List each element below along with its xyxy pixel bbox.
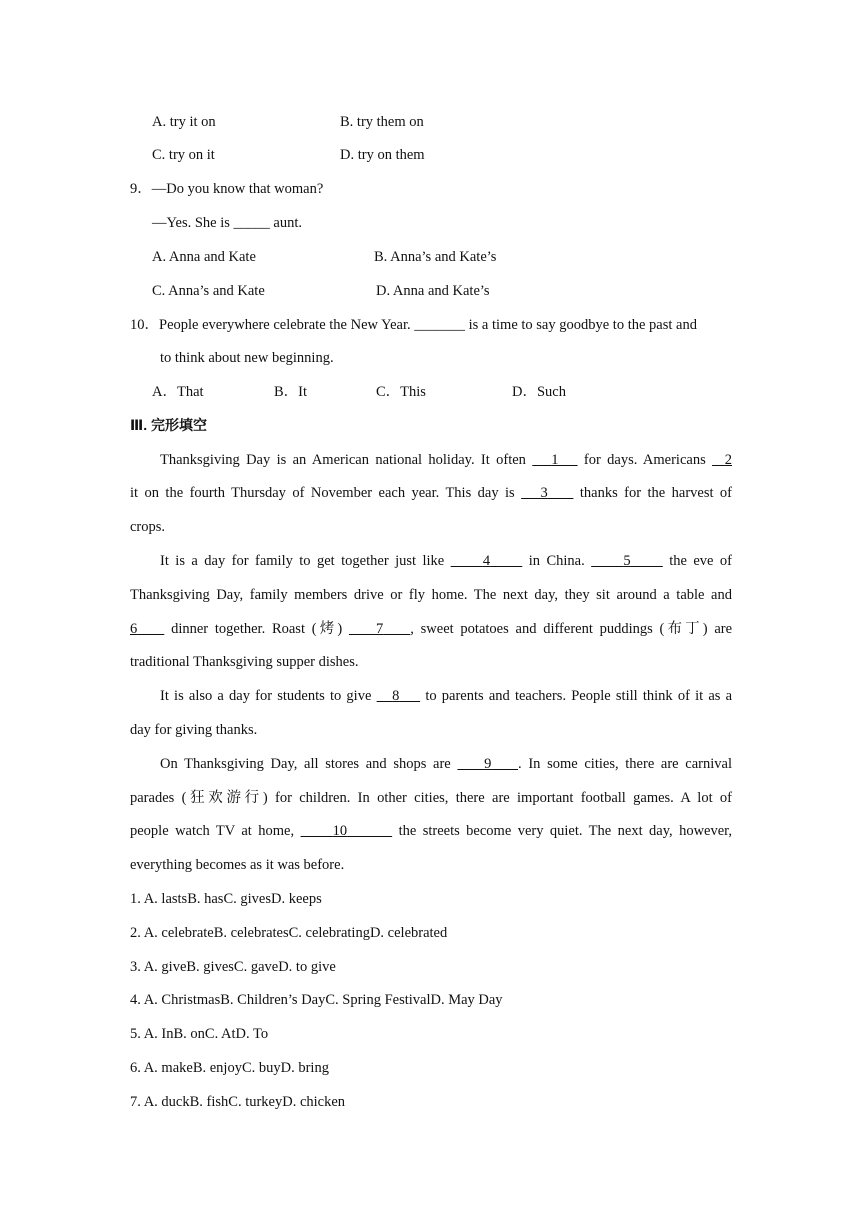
blank-1 xyxy=(532,452,577,468)
q9-option-b: B. Anna’s and Kate’s xyxy=(374,249,497,265)
answer-option-line: 5. A. InB. onC. AtD. To xyxy=(130,1026,269,1042)
passage-text: Thanksgiving Day is an American national holiday. It often xyxy=(160,452,526,468)
q8-option-a: A. try it on xyxy=(152,114,216,130)
q10-option-b: B．It xyxy=(274,384,308,400)
blank-number: 4 xyxy=(482,553,491,569)
passage-text: the eve of xyxy=(669,553,733,569)
blank-4 xyxy=(451,553,523,569)
passage-line: traditional Thanksgiving supper dishes. xyxy=(130,654,359,670)
passage-line: day for giving thanks. xyxy=(130,722,258,738)
passage-line xyxy=(130,619,732,639)
blank-number: 9 xyxy=(484,756,492,772)
q10-question-line1: 10．People everywhere celebrate the New Year. _______ is a time to say goodbye to the past and xyxy=(130,317,697,333)
q9-option-a: A. Anna and Kate xyxy=(152,249,256,265)
section-title-cloze: Ⅲ. 完形填空 xyxy=(130,417,208,433)
answer-option-line: 3. A. giveB. givesC. gaveD. to give xyxy=(130,959,336,975)
passage-text: . In some cities, there are carnival xyxy=(518,756,732,772)
q9-option-d: D. Anna and Kate’s xyxy=(376,283,490,299)
q8-option-b: B. try them on xyxy=(340,114,424,130)
passage-text: dinner together. Roast (烤) xyxy=(171,621,343,637)
passage-line: everything becomes as it was before. xyxy=(130,857,345,873)
passage-text: the streets become very quiet. The next day, however, xyxy=(398,823,733,839)
blank-number: 5 xyxy=(623,553,631,569)
answer-option-line: 7. A. duckB. fishC. turkeyD. chicken xyxy=(130,1094,346,1110)
passage-line: crops. xyxy=(130,519,166,535)
answer-option-line: 2. A. celebrateB. celebratesC. celebratingD. celebrated xyxy=(130,925,448,941)
blank-number: 3 xyxy=(540,485,548,501)
answer-option-line: 6. A. makeB. enjoyC. buyD. bring xyxy=(130,1060,329,1076)
passage-text: in China. xyxy=(528,553,585,569)
passage-line: Thanksgiving Day, family members drive or fly home. The next day, they sit around a table and xyxy=(130,587,732,603)
blank-number: 2 xyxy=(724,452,732,468)
passage-text: It is a day for family to get together just like xyxy=(160,553,445,569)
passage-text: thanks for the harvest of xyxy=(579,485,733,501)
passage-text: for days. Americans xyxy=(583,452,706,468)
q10-question-line2: to think about new beginning. xyxy=(160,350,334,366)
passage-line xyxy=(130,821,732,841)
passage-line xyxy=(160,754,732,774)
blank-6 xyxy=(130,621,164,637)
q9-reply: —Yes. She is _____ aunt. xyxy=(152,215,302,231)
blank-2 xyxy=(712,452,732,468)
passage-line xyxy=(160,686,732,706)
passage-text: to parents and teachers. People still think of it as a xyxy=(425,688,733,704)
passage-line xyxy=(160,450,732,470)
blank-8 xyxy=(377,688,421,704)
q9-option-c: C. Anna’s and Kate xyxy=(152,283,265,299)
answer-option-line: 4. A. ChristmasB. Children’s DayC. Spring FestivalD. May Day xyxy=(130,992,503,1008)
blank-3 xyxy=(521,485,573,501)
blank-number: 6 xyxy=(130,621,138,637)
q10-option-d: D．Such xyxy=(512,384,566,400)
blank-9 xyxy=(457,756,518,772)
blank-number: 10 xyxy=(332,823,348,839)
answer-option-line: 1. A. lastsB. hasC. givesD. keeps xyxy=(130,891,322,907)
blank-10 xyxy=(301,823,393,839)
blank-number: 1 xyxy=(551,452,559,468)
blank-5 xyxy=(591,553,663,569)
passage-text: it on the fourth Thursday of November each year. This day is xyxy=(130,485,515,501)
passage-line xyxy=(130,483,732,503)
q10-option-a: A．That xyxy=(152,384,204,400)
passage-line: parades (狂欢游行) for children. In other cities, there are important football games. A lot of xyxy=(130,790,732,806)
blank-number: 8 xyxy=(392,688,400,704)
blank-7 xyxy=(349,621,410,637)
blank-number: 7 xyxy=(375,621,384,637)
passage-text: , sweet potatoes and different puddings (布丁) are xyxy=(410,621,733,637)
q8-option-c: C. try on it xyxy=(152,147,215,163)
passage-text: On Thanksgiving Day, all stores and shops are xyxy=(160,756,451,772)
passage-line xyxy=(160,551,732,571)
q10-option-c: C．This xyxy=(376,384,426,400)
q8-option-d: D. try on them xyxy=(340,147,425,163)
passage-text: people watch TV at home, xyxy=(130,823,295,839)
q9-question: 9．—Do you know that woman? xyxy=(130,181,324,197)
passage-text: It is also a day for students to give xyxy=(160,688,372,704)
